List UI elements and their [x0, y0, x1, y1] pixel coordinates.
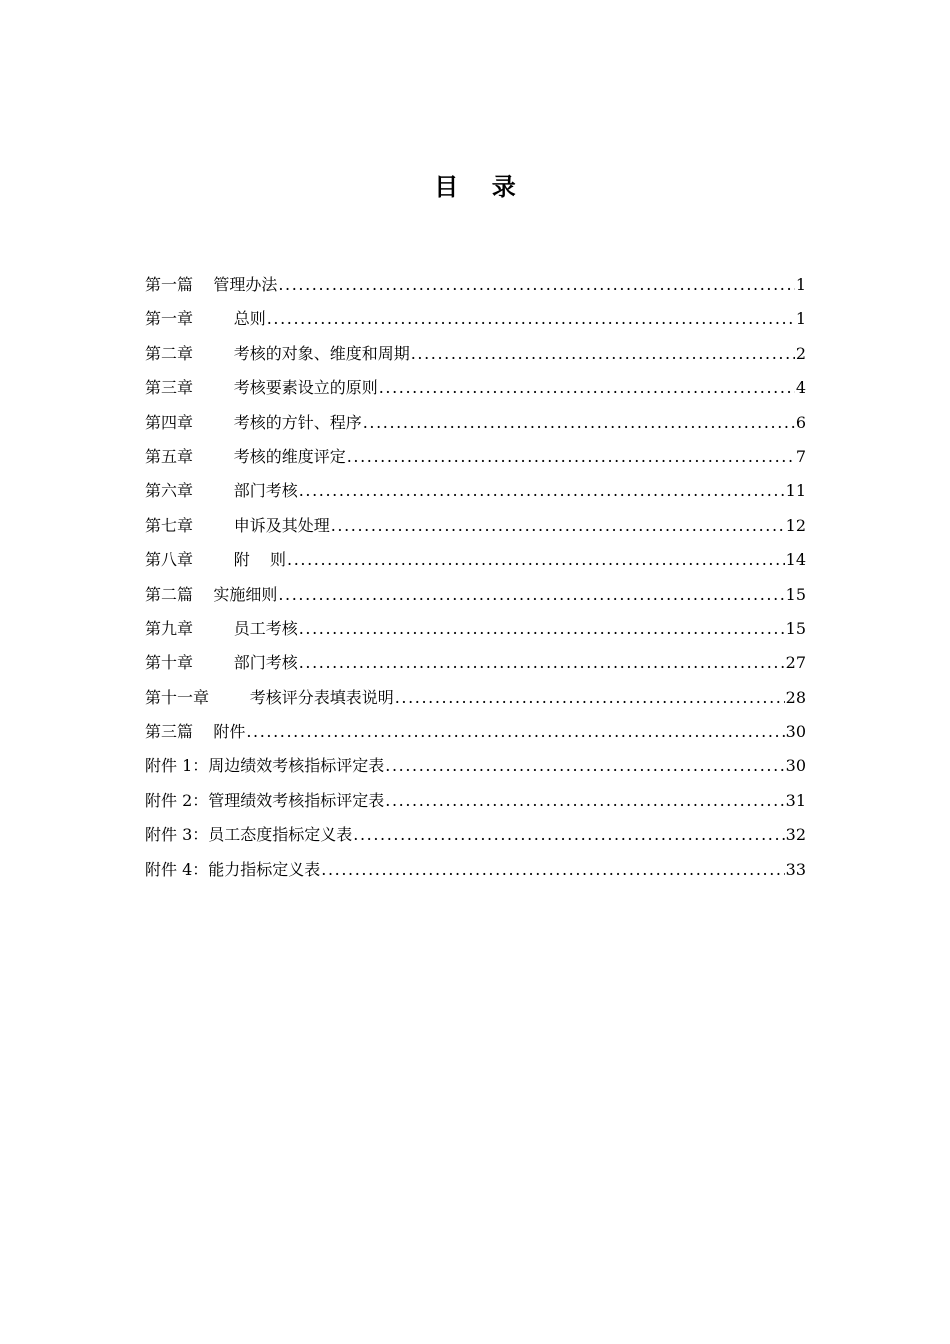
toc-entry-page: 14	[785, 550, 806, 570]
toc-entry-page: 15	[785, 584, 806, 604]
toc-leader-dots	[299, 474, 785, 508]
toc-entry-label: 第一篇 管理办法	[145, 275, 278, 294]
toc-entry-page: 31	[785, 790, 806, 810]
toc-leader-dots	[278, 268, 794, 302]
toc-entry-page: 28	[785, 687, 806, 707]
toc-entry-label: 第二篇 实施细则	[145, 584, 278, 604]
toc-entry-label: 第四章 考核的方针、程序	[145, 412, 362, 432]
toc-entry-label: 附件 4：能力指标定义表	[145, 859, 321, 879]
toc-leader-dots	[411, 337, 795, 371]
toc-entry-page: 1	[795, 309, 806, 329]
toc-entry[interactable]	[145, 337, 806, 371]
toc-entry[interactable]	[145, 440, 806, 474]
toc-entry[interactable]	[145, 681, 806, 715]
toc-entry-page: 15	[785, 618, 806, 638]
toc-leader-dots	[395, 681, 785, 715]
toc-entry-page: 33	[785, 859, 806, 879]
toc-leader-dots	[385, 784, 784, 818]
toc-entry[interactable]	[145, 784, 806, 818]
toc-entry-page: 12	[785, 515, 806, 535]
toc-leader-dots	[267, 302, 795, 336]
toc-leader-dots	[299, 646, 785, 680]
toc-entry-page: 30	[785, 722, 806, 742]
toc-entry[interactable]	[145, 646, 806, 680]
toc-leader-dots	[347, 440, 795, 474]
toc-entry-label: 第三章 考核要素设立的原则	[145, 378, 378, 398]
toc-entry-page: 4	[795, 378, 806, 398]
toc-leader-dots	[287, 543, 785, 577]
toc-entry[interactable]	[145, 578, 806, 612]
toc-entry[interactable]	[145, 612, 806, 646]
toc-leader-dots	[278, 578, 784, 612]
toc-entry-label: 第七章 申诉及其处理	[145, 515, 330, 535]
toc-leader-dots	[353, 818, 784, 852]
toc-leader-dots	[363, 406, 795, 440]
toc-entry-label: 第三篇 附件	[145, 722, 246, 742]
toc-leader-dots	[331, 509, 785, 543]
toc-entry-label: 第十一章 考核评分表填表说明	[145, 687, 394, 707]
toc-entry[interactable]	[145, 509, 806, 543]
toc-entry[interactable]	[145, 853, 806, 887]
toc-entry[interactable]	[145, 474, 806, 508]
toc-title: 目 录	[434, 172, 516, 201]
toc-leader-dots	[321, 853, 784, 887]
toc-entry-page: 7	[795, 446, 806, 466]
toc-entry-label: 第八章 附 则	[145, 550, 287, 570]
toc-entry[interactable]	[145, 371, 806, 405]
toc-entry[interactable]	[145, 749, 806, 783]
toc-entry[interactable]	[145, 268, 806, 302]
toc-entry[interactable]	[145, 715, 806, 749]
toc-entry-page: 27	[785, 653, 806, 673]
toc-entry-page: 6	[795, 412, 806, 432]
toc-leader-dots	[246, 715, 784, 749]
toc-entry[interactable]	[145, 302, 806, 336]
table-of-contents	[145, 268, 806, 887]
toc-entry-label: 第九章 员工考核	[145, 618, 298, 638]
toc-entry-label: 附件 3：员工态度指标定义表	[145, 825, 353, 845]
toc-entry[interactable]	[145, 818, 806, 852]
toc-entry-label: 第一章 总则	[145, 309, 266, 329]
toc-entry-page: 1	[795, 275, 806, 294]
toc-entry-label: 第五章 考核的维度评定	[145, 446, 346, 466]
toc-leader-dots	[379, 371, 795, 405]
toc-entry-label: 第二章 考核的对象、维度和周期	[145, 343, 410, 363]
toc-entry-label: 附件 1：周边绩效考核指标评定表	[145, 756, 385, 776]
toc-entry[interactable]	[145, 543, 806, 577]
toc-entry-label: 第十章 部门考核	[145, 653, 298, 673]
toc-leader-dots	[299, 612, 785, 646]
toc-entry-page: 2	[795, 343, 806, 363]
toc-entry-page: 30	[785, 756, 806, 776]
toc-leader-dots	[385, 749, 784, 783]
toc-entry-label: 第六章 部门考核	[145, 481, 298, 501]
toc-entry-page: 11	[785, 481, 806, 501]
toc-entry-label: 附件 2：管理绩效考核指标评定表	[145, 790, 385, 810]
toc-entry[interactable]	[145, 406, 806, 440]
toc-entry-page: 32	[785, 825, 806, 845]
